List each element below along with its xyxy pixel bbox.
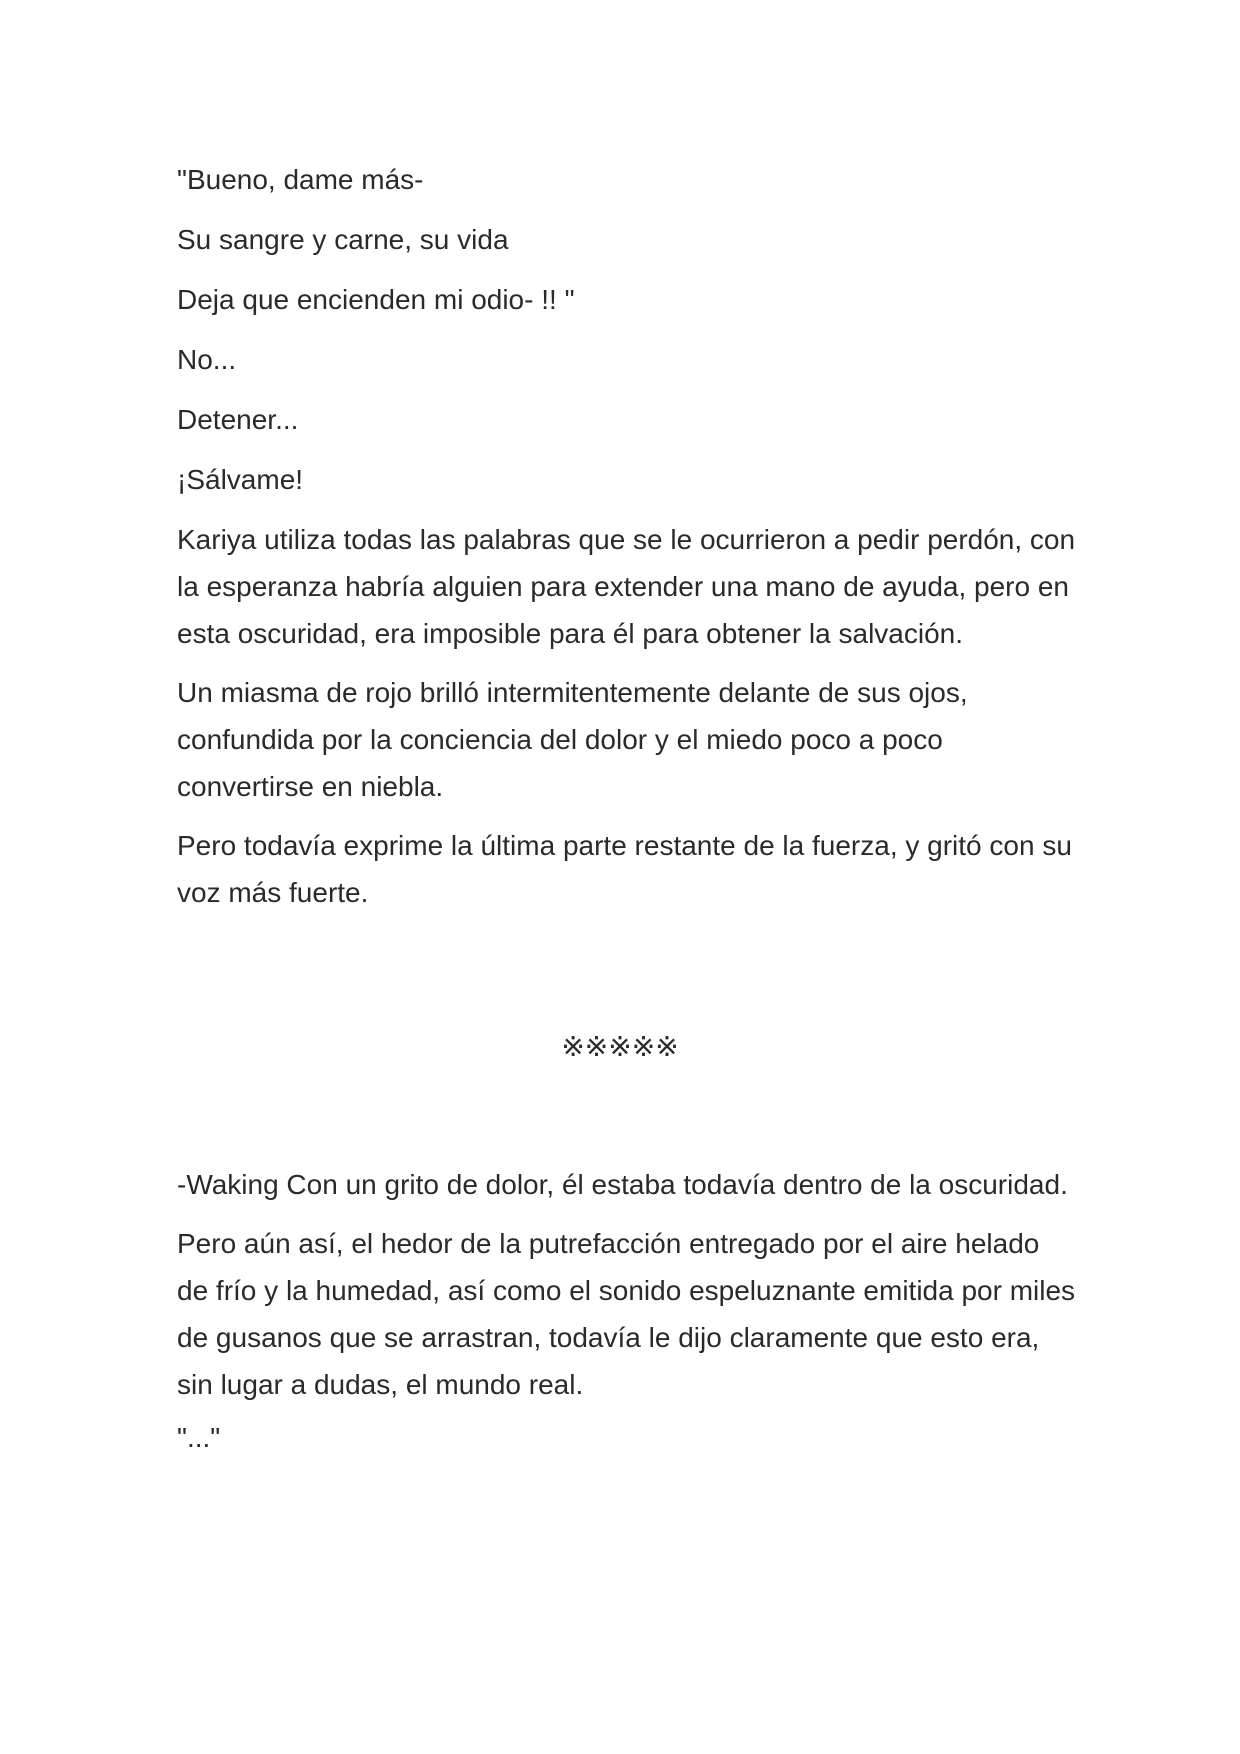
dialogue-line: ¡Sálvame! (177, 464, 304, 495)
body-paragraph: Pero aún así, el hedor de la putrefacción entregado por el aire helado de frío y la humedad, así como el sonido espeluznante emitida por miles de gusanos que se arrastran, todavía le dijo claramente que esto era, sin lugar a dudas, el mundo real. (177, 1228, 1076, 1400)
body-paragraph: Kariya utiliza todas las palabras que se le ocurrieron a pedir perdón, con la esperanza habría alguien para extender una mano de ayuda, pero en esta oscuridad, era imposible para él para obtener la salvación. (177, 524, 1076, 649)
body-paragraph: Un miasma de rojo brilló intermitentemente delante de sus ojos, confundida por la conciencia del dolor y el miedo poco a poco convertirse en niebla. (177, 677, 968, 802)
dialogue-line: Su sangre y carne, su vida (177, 224, 509, 255)
scene-divider: ※※※※※ (561, 1030, 679, 1063)
dialogue-line: No... (177, 344, 237, 375)
section-2 (177, 1155, 1077, 1461)
body-paragraph: Pero todavía exprime la última parte restante de la fuerza, y gritó con su voz más fuerte. (177, 830, 1072, 908)
dialogue-line: Deja que encienden mi odio- !! " (177, 284, 575, 315)
closing-quote: "..." (177, 1422, 221, 1453)
dialogue-line: "Bueno, dame más- (177, 164, 424, 195)
dialogue-line: Detener... (177, 404, 299, 435)
section-1 (177, 150, 1077, 922)
body-paragraph: -Waking Con un grito de dolor, él estaba todavía dentro de la oscuridad. (177, 1169, 1068, 1200)
